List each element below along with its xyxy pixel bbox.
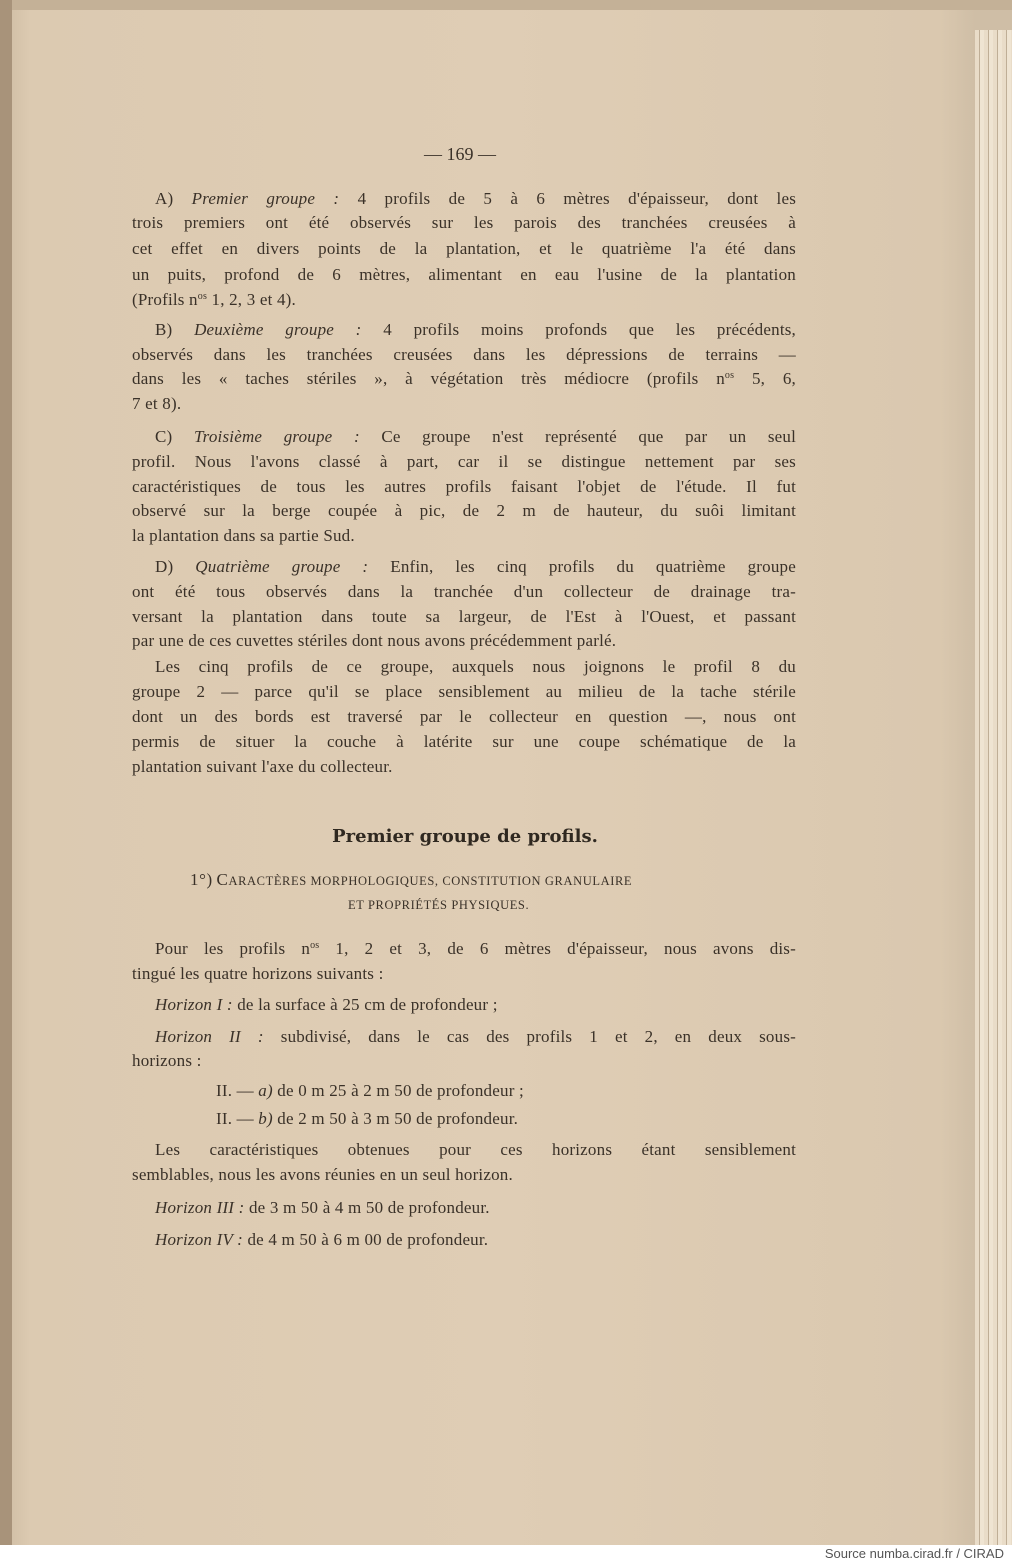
para-e-line: groupe 2 — parce qu'il se place sensiblement au milieu de la tache stérile <box>132 682 796 701</box>
body-line: tingué les quatre horizons suivants : <box>132 964 384 983</box>
para-c-line: profil. Nous l'avons classé à part, car il se distingue nettement par ses <box>132 452 796 471</box>
body-line: Pour les profils $n^{os}$ 1, 2 et 3, de 6 mètres d'épaisseur, nous avons dis- <box>155 939 796 958</box>
para-d-line: versant la plantation dans toute sa largeur, de l'Est à l'Ouest, et passant <box>132 607 796 626</box>
para-e-line: dont un des bords est traversé par le collecteur en question —, nous ont <box>132 707 796 726</box>
page-top-edge <box>0 0 1012 10</box>
body-line: Les caractéristiques obtenues pour ces horizons étant sensiblement <box>155 1140 796 1159</box>
para-a-line: un puits, profond de 6 mètres, alimentant en eau l'usine de la plantation <box>132 265 796 284</box>
section-title: Premier groupe de profils. <box>332 826 598 847</box>
horizon-2: Horizon II : subdivisé, dans le cas des profils 1 et 2, en deux sous- <box>155 1027 796 1046</box>
horizon-2a: II. — a) de 0 m 25 à 2 m 50 de profondeur ; <box>216 1081 524 1100</box>
body-line: semblables, nous les avons réunies en un seul horizon. <box>132 1165 513 1184</box>
source-credit: Source numba.cirad.fr / CIRAD <box>824 1546 1004 1561</box>
para-a-line: trois premiers ont été observés sur les parois des tranchées creusées à <box>132 213 796 232</box>
para-b-line: dans les « taches stériles », à végétation très médiocre (profils $n^{os}$ 5, 6, <box>132 369 796 388</box>
para-c-line: observé sur la berge coupée à pic, de 2 m de hauteur, du suôi limitant <box>132 501 796 520</box>
binding-edge <box>0 0 12 1545</box>
para-b-line: observés dans les tranchées creusées dans les dépressions de terrains — <box>132 345 796 364</box>
para-b-line: 7 et 8). <box>132 394 182 413</box>
horizon-3: Horizon III : de 3 m 50 à 4 m 50 de profondeur. <box>155 1198 490 1217</box>
horizon-2-cont: horizons : <box>132 1051 202 1070</box>
para-d-line: par une de ces cuvettes stériles dont nous avons précédemment parlé. <box>132 631 617 650</box>
page-number: — 169 — <box>424 144 496 164</box>
para-c-line: caractéristiques de tous les autres profils faisant l'objet de l'étude. Il fut <box>132 477 796 496</box>
para-a-line: cet effet en divers points de la plantation, et le quatrième l'a été dans <box>132 239 796 258</box>
horizon-2b: II. — b) de 2 m 50 à 3 m 50 de profondeur. <box>216 1109 519 1128</box>
para-a-line: (Profils $n^{os}$ 1, 2, 3 et 4). <box>132 290 296 309</box>
para-e-line: Les cinq profils de ce groupe, auxquels nous joignons le profil 8 du <box>155 657 796 676</box>
horizon-4: Horizon IV : de 4 m 50 à 6 m 00 de profondeur. <box>155 1230 489 1249</box>
para-c-line: C) Troisième groupe : Ce groupe n'est représenté que par un seul <box>155 427 797 446</box>
para-e-line: plantation suivant l'axe du collecteur. <box>132 757 393 776</box>
para-c-line: la plantation dans sa partie Sud. <box>132 526 355 545</box>
para-d-line: ont été tous observés dans la tranchée d'un collecteur de drainage tra- <box>132 582 796 601</box>
horizon-1: Horizon I : de la surface à 25 cm de profondeur ; <box>155 995 498 1014</box>
para-a-line: A) Premier groupe : 4 profils de 5 à 6 mètres d'épaisseur, dont les <box>155 189 797 208</box>
para-d-line: D) Quatrième groupe : Enfin, les cinq profils du quatrième groupe <box>155 557 797 576</box>
subheading-line: ET PROPRIÉTÉS PHYSIQUES. <box>348 898 530 912</box>
para-e-line: permis de situer la couche à latérite sur une coupe schématique de la <box>132 732 796 751</box>
page-stack-edge <box>975 30 1012 1545</box>
para-b-line: B) Deuxième groupe : 4 profils moins profonds que les précédents, <box>155 320 797 339</box>
subheading-line: 1°) CARACTÈRES MORPHOLOGIQUES, CONSTITUTION GRANULAIRE <box>190 870 633 889</box>
